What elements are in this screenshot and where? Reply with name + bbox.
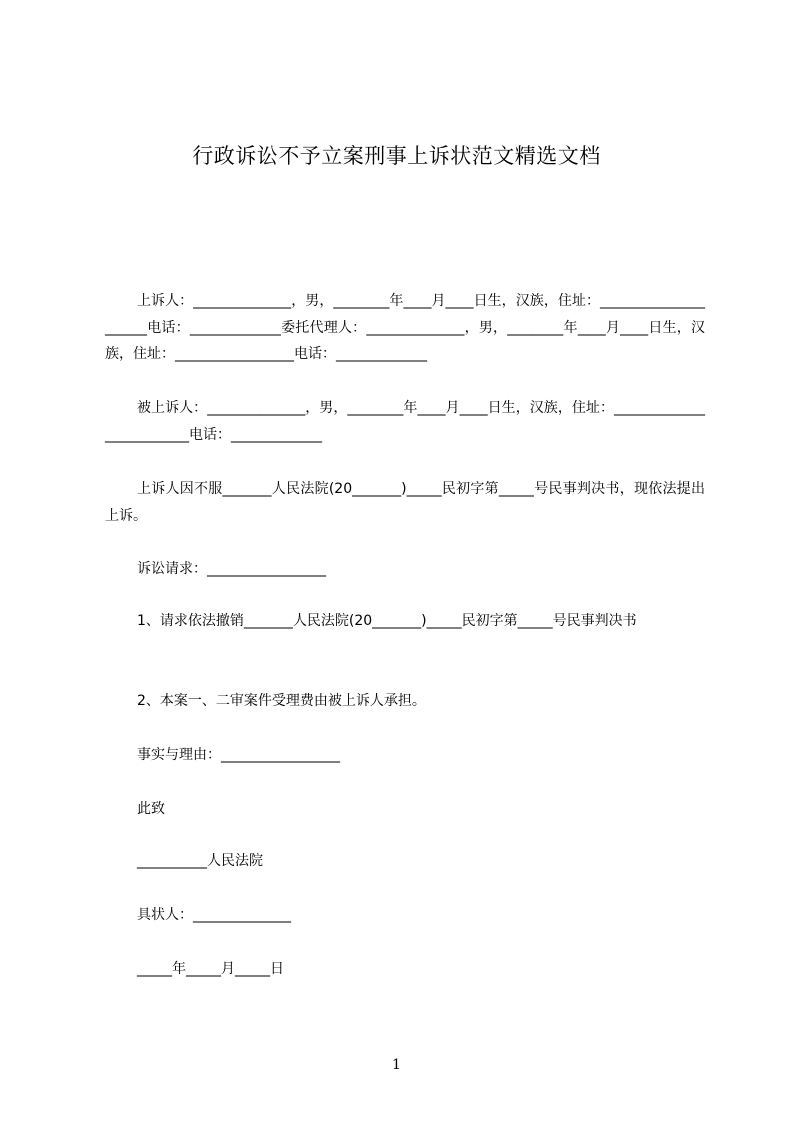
date-line: _____年_____月_____日 — [137, 961, 284, 977]
court-addressee: __________人民法院 — [137, 853, 263, 869]
facts-and-reasons: 事实与理由：_________________ — [137, 747, 340, 763]
claim-item-1: 1、请求依法撤销_______人民法院(20_______)_____民初字第_____号民事判决书 — [137, 613, 637, 629]
document-title: 行政诉讼不予立案刑事上诉状范文精选文档 — [192, 144, 601, 168]
page-number: 1 — [392, 1057, 401, 1073]
claims-heading: 诉讼请求：_________________ — [137, 561, 326, 577]
appellee-paragraph: 被上诉人：______________，男，________年____月____日生，汉族，住址：_________________________电话：_____________ — [105, 400, 705, 443]
appeal-statement-paragraph: 上诉人因不服_______人民法院(20_______)_____民初字第_____号民事判决书，现依法提出上诉。 — [105, 481, 705, 524]
claim-item-2: 2、本案一、二审案件受理费由被上诉人承担。 — [137, 693, 426, 709]
appellant-paragraph: 上诉人：______________，男，________年____月____日生，汉族，住址：_____________________电话：_____________委托代理人：______________，男，________年____月____日生，汉族，住址：_________________电话：_____________ — [105, 293, 705, 362]
signatory-line: 具状人：______________ — [137, 907, 291, 923]
salutation: 此致 — [137, 801, 165, 817]
